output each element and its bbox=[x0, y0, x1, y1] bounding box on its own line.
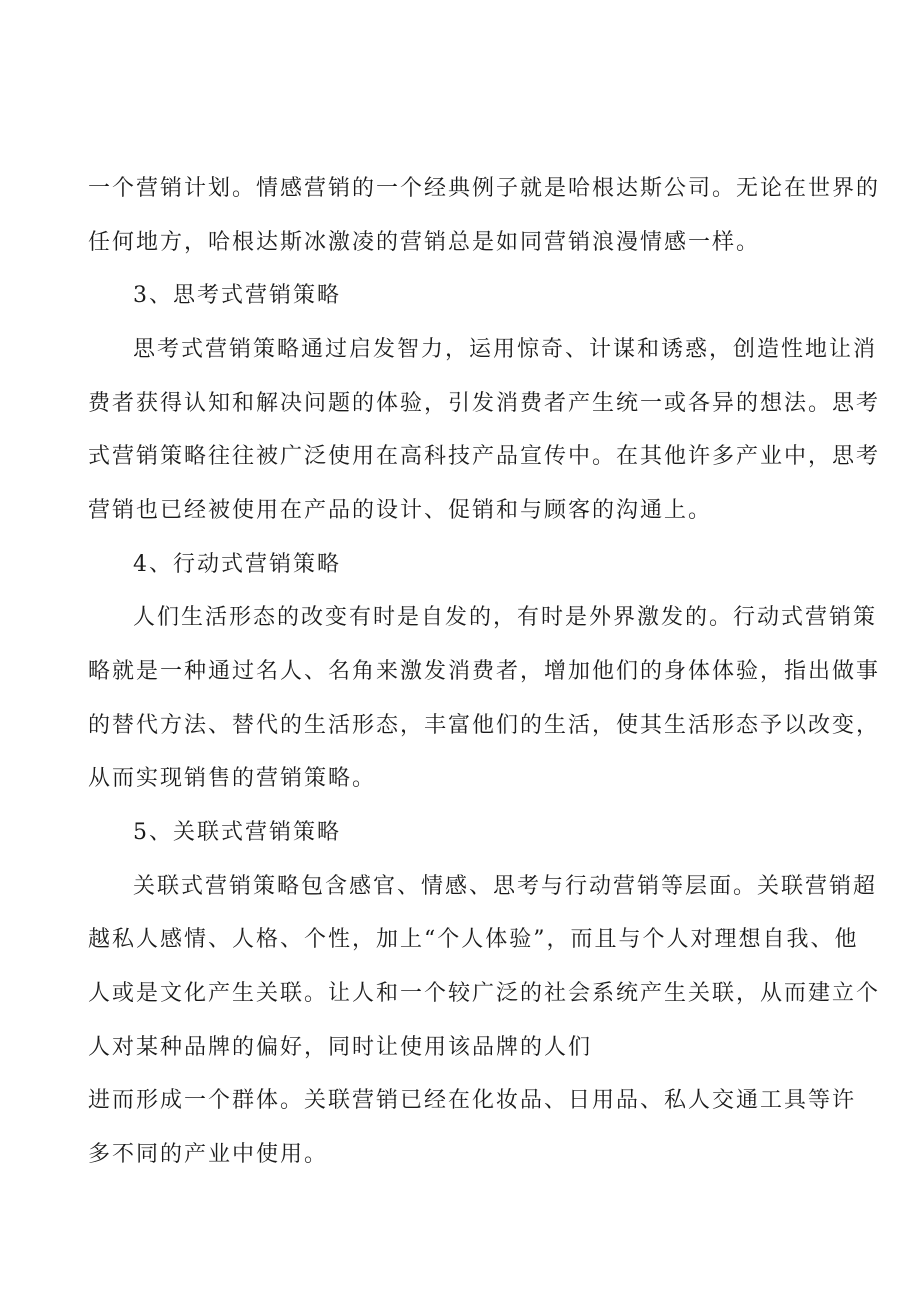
section-heading-5: 5、关联式营销策略 bbox=[133, 820, 341, 845]
text-line: 费者获得认知和解决问题的体验，引发消费者产生统一或各异的想法。思考 bbox=[88, 391, 881, 416]
text-line: 营销也已经被使用在产品的设计、促销和与顾客的沟通上。 bbox=[88, 498, 713, 523]
text-line: 思考式营销策略通过启发智力，运用惊奇、计谋和诱惑，创造性地让消 bbox=[133, 337, 878, 362]
text-line: 一个营销计划。情感营销的一个经典例子就是哈根达斯公司。无论在世界的 bbox=[88, 176, 881, 201]
text-line: 关联式营销策略包含感官、情感、思考与行动营销等层面。关联营销超 bbox=[133, 874, 878, 899]
section-heading-4: 4、行动式营销策略 bbox=[133, 552, 341, 577]
text-line: 式营销策略往往被广泛使用在高科技产品宣传中。在其他许多产业中，思考 bbox=[88, 444, 881, 469]
text-line: 人或是文化产生关联。让人和一个较广泛的社会系统产生关联，从而建立个 bbox=[88, 981, 881, 1006]
section-heading-3: 3、思考式营销策略 bbox=[133, 283, 341, 308]
text-line: 进而形成一个群体。关联营销已经在化妆品、日用品、私人交通工具等许 bbox=[88, 1088, 857, 1113]
text-line: 人们生活形态的改变有时是自发的，有时是外界激发的。行动式营销策 bbox=[133, 605, 878, 630]
text-line: 略就是一种通过名人、名角来激发消费者，增加他们的身体体验，指出做事 bbox=[88, 659, 881, 684]
text-line: 从而实现销售的营销策略。 bbox=[88, 766, 377, 791]
text-line: 的替代方法、替代的生活形态，丰富他们的生活，使其生活形态予以改变， bbox=[88, 713, 881, 738]
text-line: 任何地方，哈根达斯冰激凌的营销总是如同营销浪漫情感一样。 bbox=[88, 230, 761, 255]
text-line: 人对某种品牌的偏好，同时让使用该品牌的人们 bbox=[88, 1035, 593, 1060]
text-line: 多不同的产业中使用。 bbox=[88, 1142, 329, 1167]
text-line: 越私人感情、人格、个性，加上“个人体验”，而且与个人对理想自我、他 bbox=[88, 927, 859, 952]
